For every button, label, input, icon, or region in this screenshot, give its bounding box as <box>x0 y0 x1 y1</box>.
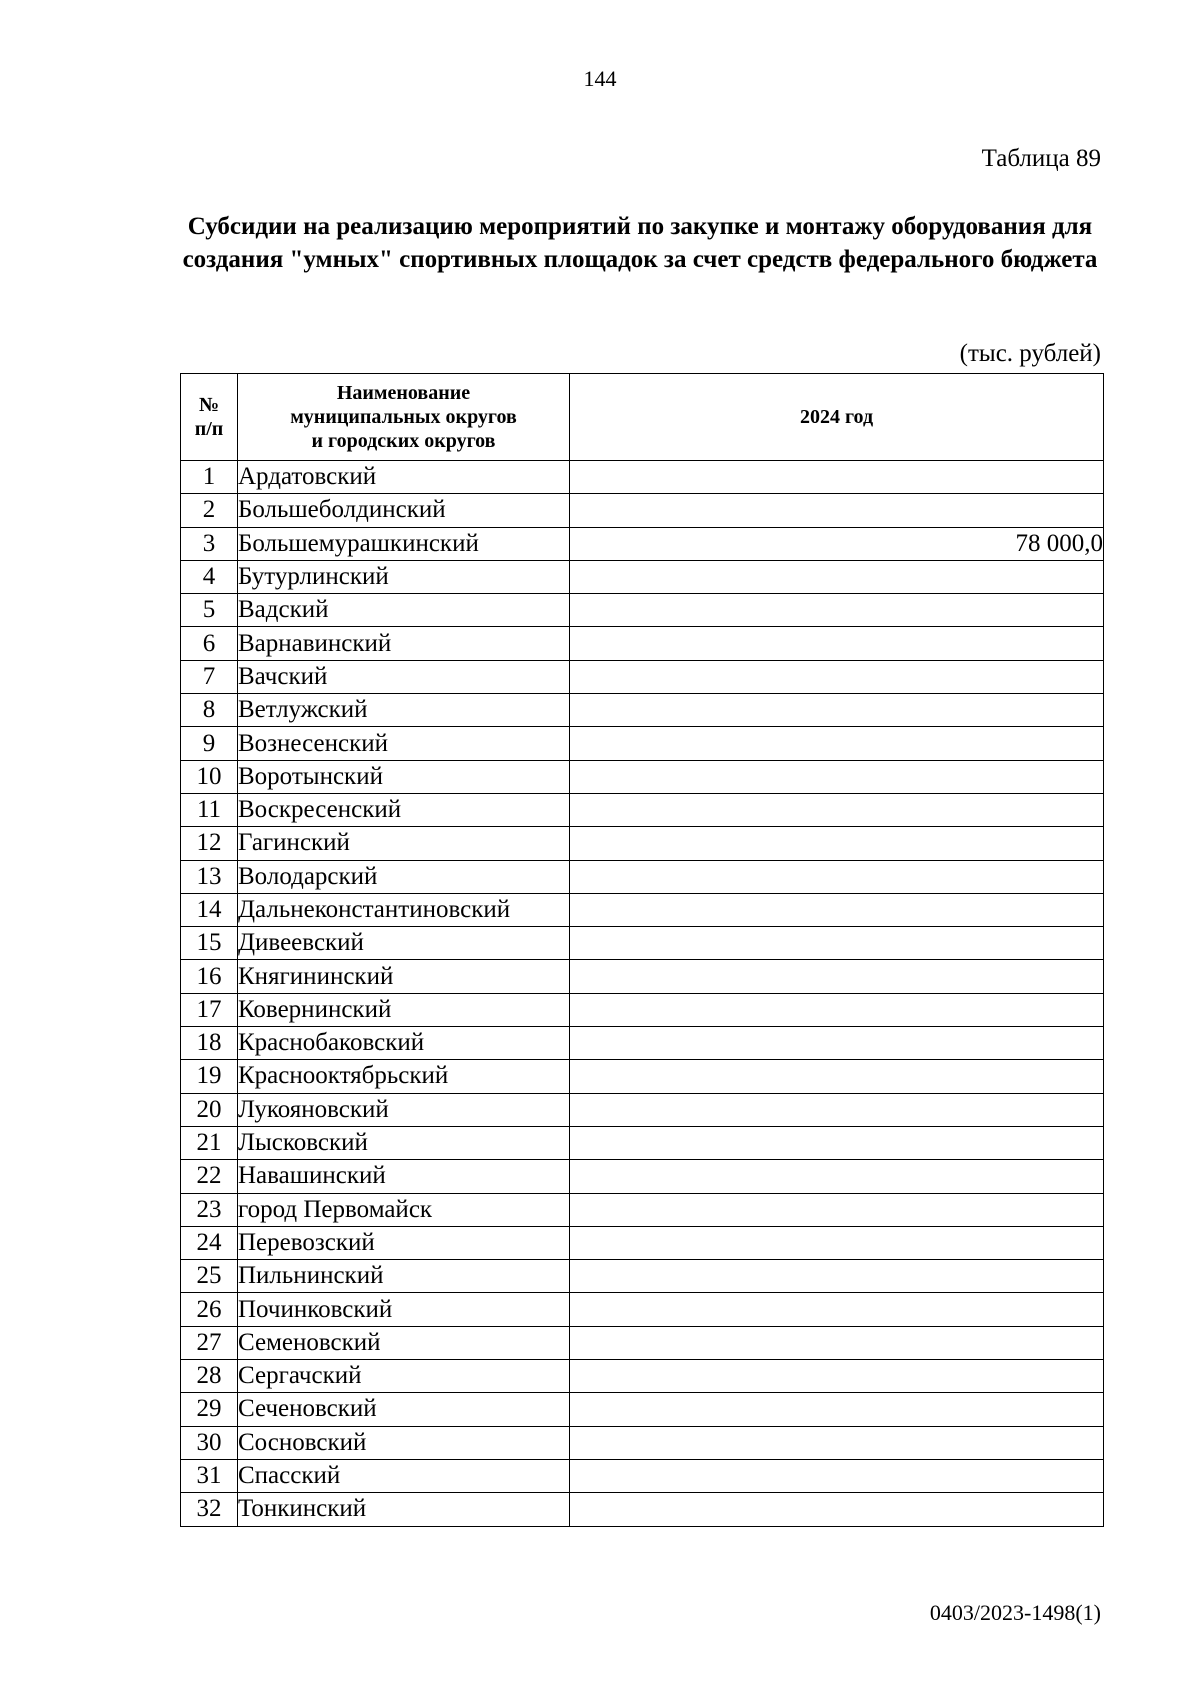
table-row <box>181 1060 1104 1093</box>
table-row <box>181 527 1104 560</box>
row-district-name: Навашинский <box>238 1160 570 1193</box>
row-district-name: Володарский <box>238 860 570 893</box>
table-row <box>181 860 1104 893</box>
header-name <box>238 374 570 461</box>
row-number: 10 <box>181 760 238 793</box>
row-value-2024 <box>570 1093 1104 1126</box>
header-number-line1: № <box>198 394 220 416</box>
row-district-name: Большеболдинский <box>238 494 570 527</box>
row-district-name: Семеновский <box>238 1326 570 1359</box>
row-number: 4 <box>181 560 238 593</box>
row-value-2024 <box>570 660 1104 693</box>
row-number: 1 <box>181 461 238 494</box>
table-row <box>181 1293 1104 1326</box>
header-number-line2: п/п <box>194 418 224 440</box>
row-value-2024 <box>570 694 1104 727</box>
row-number: 21 <box>181 1126 238 1159</box>
row-number: 7 <box>181 660 238 693</box>
row-district-name: Бутурлинский <box>238 560 570 593</box>
row-district-name: Воротынский <box>238 760 570 793</box>
header-number <box>181 374 238 461</box>
row-value-2024 <box>570 494 1104 527</box>
page-number: 144 <box>583 66 617 91</box>
row-number: 25 <box>181 1260 238 1293</box>
row-number: 20 <box>181 1093 238 1126</box>
row-value-2024 <box>570 1193 1104 1226</box>
row-district-name: Краснооктябрьский <box>238 1060 570 1093</box>
row-value-2024 <box>570 927 1104 960</box>
table-row <box>181 1193 1104 1226</box>
table-row <box>181 893 1104 926</box>
row-district-name: Перевозский <box>238 1226 570 1259</box>
row-value-2024 <box>570 1360 1104 1393</box>
row-number: 29 <box>181 1393 238 1426</box>
row-value-2024 <box>570 1260 1104 1293</box>
row-district-name: Краснобаковский <box>238 1027 570 1060</box>
table-row <box>181 1493 1104 1526</box>
row-district-name: Большемурашкинский <box>238 527 570 560</box>
table-row <box>181 1093 1104 1126</box>
row-district-name: Сергачский <box>238 1360 570 1393</box>
table-row <box>181 1426 1104 1459</box>
table-row <box>181 1393 1104 1426</box>
row-number: 9 <box>181 727 238 760</box>
row-district-name: Лысковский <box>238 1126 570 1159</box>
row-number: 15 <box>181 927 238 960</box>
row-district-name: Варнавинский <box>238 627 570 660</box>
row-number: 23 <box>181 1193 238 1226</box>
row-number: 6 <box>181 627 238 660</box>
table-row <box>181 461 1104 494</box>
row-value-2024 <box>570 993 1104 1026</box>
table-header-row <box>181 374 1104 461</box>
table-row <box>181 1260 1104 1293</box>
row-district-name: Тонкинский <box>238 1493 570 1526</box>
row-value-2024 <box>570 461 1104 494</box>
row-district-name: Княгининский <box>238 960 570 993</box>
row-number: 16 <box>181 960 238 993</box>
row-value-2024 <box>570 1326 1104 1359</box>
row-number: 18 <box>181 1027 238 1060</box>
row-number: 30 <box>181 1426 238 1459</box>
row-value-2024 <box>570 1226 1104 1259</box>
row-district-name: Вадский <box>238 594 570 627</box>
row-value-2024 <box>570 560 1104 593</box>
row-district-name: Сосновский <box>238 1426 570 1459</box>
row-value-2024 <box>570 827 1104 860</box>
table-row <box>181 960 1104 993</box>
table-row <box>181 594 1104 627</box>
units-label: (тыс. рублей) <box>959 340 1101 367</box>
header-name-line2: муниципальных округов <box>290 406 517 428</box>
row-value-2024 <box>570 1293 1104 1326</box>
row-number: 22 <box>181 1160 238 1193</box>
table-row <box>181 727 1104 760</box>
row-district-name: Починковский <box>238 1293 570 1326</box>
table-row <box>181 1326 1104 1359</box>
row-district-name: Спасский <box>238 1459 570 1492</box>
row-district-name: Пильнинский <box>238 1260 570 1293</box>
row-value-2024 <box>570 760 1104 793</box>
row-value-2024 <box>570 1459 1104 1492</box>
row-number: 32 <box>181 1493 238 1526</box>
table-row <box>181 793 1104 826</box>
table-row <box>181 827 1104 860</box>
row-value-2024 <box>570 1060 1104 1093</box>
row-district-name: Гагинский <box>238 827 570 860</box>
row-value-2024 <box>570 960 1104 993</box>
row-number: 14 <box>181 893 238 926</box>
row-number: 31 <box>181 1459 238 1492</box>
row-value-2024 <box>570 1393 1104 1426</box>
table-row <box>181 1027 1104 1060</box>
row-number: 5 <box>181 594 238 627</box>
row-number: 17 <box>181 993 238 1026</box>
row-district-name: Вачский <box>238 660 570 693</box>
row-value-2024 <box>570 860 1104 893</box>
row-value-2024 <box>570 793 1104 826</box>
row-number: 24 <box>181 1226 238 1259</box>
row-number: 28 <box>181 1360 238 1393</box>
table-row <box>181 660 1104 693</box>
row-value-2024 <box>570 1426 1104 1459</box>
header-year: 2024 год <box>570 374 1104 461</box>
row-value-2024 <box>570 1160 1104 1193</box>
row-district-name: Ковернинский <box>238 993 570 1026</box>
table-label: Таблица 89 <box>981 145 1101 172</box>
row-number: 8 <box>181 694 238 727</box>
row-value-2024 <box>570 1493 1104 1526</box>
table-row <box>181 694 1104 727</box>
row-number: 19 <box>181 1060 238 1093</box>
row-district-name: Вознесенский <box>238 727 570 760</box>
row-number: 11 <box>181 793 238 826</box>
table-row <box>181 627 1104 660</box>
row-district-name: город Первомайск <box>238 1193 570 1226</box>
row-value-2024 <box>570 594 1104 627</box>
table-row <box>181 560 1104 593</box>
row-value-2024 <box>570 1027 1104 1060</box>
table-row <box>181 494 1104 527</box>
document-title: Субсидии на реализацию мероприятий по закупке и монтажу оборудования для создания "умных" спортивных площадок за счет средств федерального бюджета <box>182 213 1098 273</box>
table-row <box>181 1160 1104 1193</box>
row-value-2024 <box>570 627 1104 660</box>
row-value-2024 <box>570 893 1104 926</box>
row-district-name: Лукояновский <box>238 1093 570 1126</box>
table-row <box>181 1126 1104 1159</box>
table-row <box>181 1360 1104 1393</box>
row-value-2024: 78 000,0 <box>570 527 1104 560</box>
row-number: 26 <box>181 1293 238 1326</box>
subsidies-table <box>180 373 1104 1527</box>
row-number: 3 <box>181 527 238 560</box>
row-district-name: Дальнеконстантиновский <box>238 893 570 926</box>
header-name-line1: Наименование <box>336 382 471 404</box>
row-district-name: Воскресенский <box>238 793 570 826</box>
table-row <box>181 927 1104 960</box>
table-row <box>181 760 1104 793</box>
document-code: 0403/2023-1498(1) <box>929 1600 1101 1625</box>
row-number: 13 <box>181 860 238 893</box>
header-name-line3: и городских округов <box>311 430 496 452</box>
row-number: 2 <box>181 494 238 527</box>
row-value-2024 <box>570 727 1104 760</box>
row-district-name: Ардатовский <box>238 461 570 494</box>
row-district-name: Ветлужский <box>238 694 570 727</box>
row-value-2024 <box>570 1126 1104 1159</box>
row-district-name: Дивеевский <box>238 927 570 960</box>
row-number: 27 <box>181 1326 238 1359</box>
table-row <box>181 1226 1104 1259</box>
row-number: 12 <box>181 827 238 860</box>
table-row <box>181 1459 1104 1492</box>
table-body <box>181 461 1104 1527</box>
table-row <box>181 993 1104 1026</box>
row-district-name: Сеченовский <box>238 1393 570 1426</box>
